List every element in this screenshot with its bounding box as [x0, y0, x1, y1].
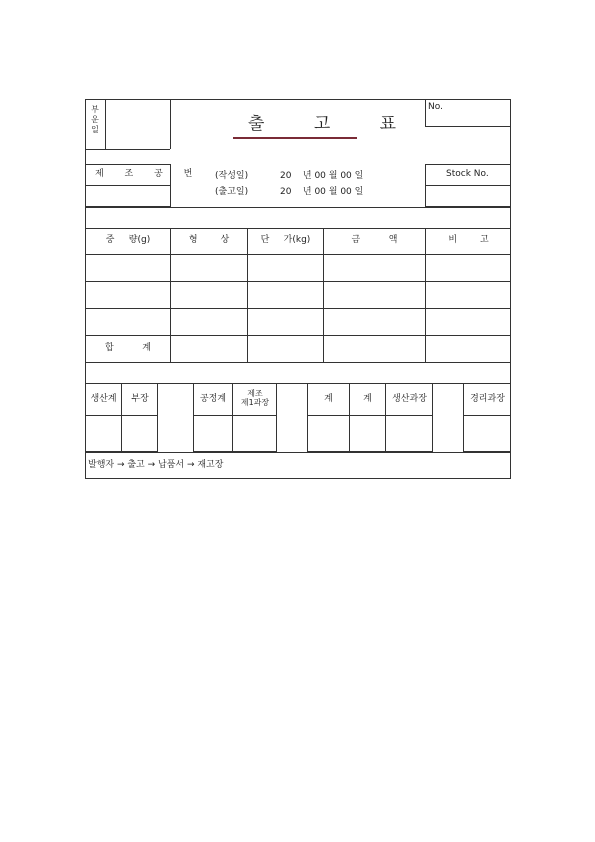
divider	[193, 415, 277, 416]
date-created-label: (작성일)	[215, 171, 249, 181]
divider	[170, 228, 171, 362]
divider	[85, 362, 511, 363]
approval-accounting-chief: 경리과장	[470, 394, 505, 404]
header-remarks: 비 고	[448, 235, 489, 245]
total-label: 합 계	[105, 343, 151, 353]
header-weight: 중 량(g)	[105, 235, 151, 245]
divider	[385, 383, 386, 452]
divider	[349, 383, 350, 452]
divider	[85, 281, 511, 282]
page-title: 출 고 표	[248, 114, 419, 134]
approval-process-staff: 공정계	[199, 394, 227, 404]
divider	[323, 228, 324, 362]
flow-text: 발행자 → 출고 → 납품서 → 재고장	[88, 460, 224, 470]
divider	[85, 228, 511, 229]
title-underline	[233, 137, 357, 139]
stock-label: Stock No.	[446, 169, 489, 179]
divider	[85, 207, 511, 208]
approval-staff-a: 계	[324, 394, 333, 404]
divider	[85, 149, 170, 150]
date-created-value: 20 년 00 월 00 일	[280, 171, 364, 181]
divider	[425, 228, 426, 362]
no-label: No.	[428, 102, 443, 112]
divider	[307, 415, 433, 416]
approval-production-staff: 생산계	[90, 394, 117, 404]
date-issued-value: 20 년 00 월 00 일	[280, 187, 364, 197]
header-shape: 형 상	[188, 235, 230, 245]
divider	[85, 308, 511, 309]
divider	[85, 452, 511, 453]
approval-staff-b: 계	[363, 394, 372, 404]
divider	[85, 335, 511, 336]
divider	[85, 185, 171, 186]
divider	[105, 99, 106, 149]
approval-production-chief: 생산과장	[392, 394, 427, 404]
side-label: 부 운 일	[91, 105, 99, 134]
divider	[170, 99, 171, 149]
divider	[247, 228, 248, 362]
divider	[425, 185, 511, 186]
lot-label: 제 조 공 번	[95, 169, 202, 179]
approval-manager: 부장	[131, 394, 149, 404]
divider	[463, 415, 511, 416]
date-issued-label: (출고일)	[215, 187, 249, 197]
header-unit-price: 단 가(kg)	[260, 235, 311, 245]
divider	[85, 254, 511, 255]
divider	[121, 383, 122, 452]
approval-mfg-chief: 제조 제1과장	[240, 389, 270, 407]
header-amount: 금 액	[351, 235, 398, 245]
